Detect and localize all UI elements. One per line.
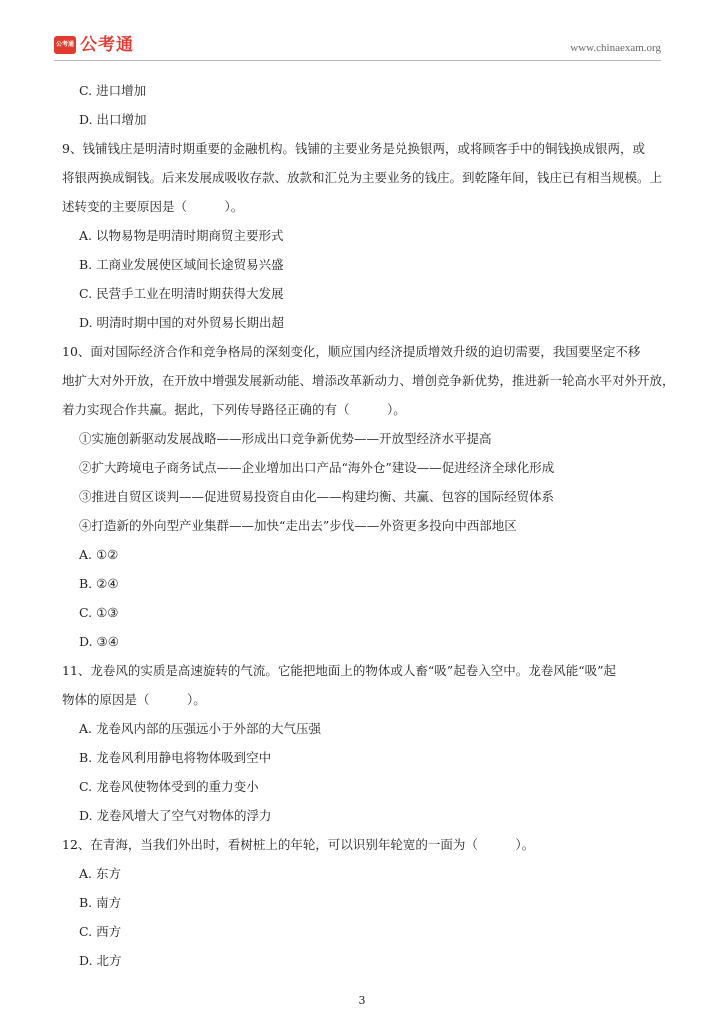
option-line: D. 龙卷风增大了空气对物体的浮力	[79, 808, 272, 823]
option-line: D. 北方	[79, 953, 122, 968]
option-line: D. 出口增加	[79, 112, 147, 127]
option-line: C. ①③	[79, 605, 119, 620]
statement-line: ①实施创新驱动发展战略——形成出口竞争新优势——开放型经济水平提高	[79, 431, 492, 446]
option-line: C. 龙卷风使物体受到的重力变小	[79, 779, 259, 794]
option-line: C. 西方	[79, 924, 122, 939]
question-9-line: 述转变的主要原因是（ ）。	[62, 199, 244, 214]
question-9-line: 9、钱铺钱庄是明清时期重要的金融机构。钱铺的主要业务是兑换银两，或将顾客手中的铜钱换成银两，或	[62, 141, 645, 156]
statement-line: ②扩大跨境电子商务试点——企业增加出口产品“海外仓”建设——促进经济全球化形成	[79, 460, 555, 475]
option-line: A. 龙卷风内部的压强远小于外部的大气压强	[79, 721, 321, 736]
question-11-line: 11、龙卷风的实质是高速旋转的气流。它能把地面上的物体或人畜“吸”起卷入空中。龙卷风能“吸”起	[62, 663, 616, 678]
logo-badge: 公考通	[54, 36, 76, 54]
statement-line: ③推进自贸区谈判——促进贸易投资自由化——构建均衡、共赢、包容的国际经贸体系	[79, 489, 555, 504]
option-line: A. ①②	[79, 547, 119, 562]
header-divider	[54, 60, 661, 61]
question-9-line: 将银两换成铜钱。后来发展成吸收存款、放款和汇兑为主要业务的钱庄。到乾隆年间，钱庄已有相当规模。上	[62, 170, 663, 185]
question-10-line: 着力实现合作共赢。据此，下列传导路径正确的有（ ）。	[62, 402, 406, 417]
document-body	[62, 76, 675, 975]
page-header	[54, 34, 661, 60]
option-line: A. 东方	[79, 866, 121, 881]
option-line: A. 以物易物是明清时期商贸主要形式	[79, 228, 284, 243]
option-line: B. ②④	[79, 576, 119, 591]
option-line: D. 明清时期中国的对外贸易长期出超	[79, 315, 285, 330]
question-10-line: 10、面对国际经济合作和竞争格局的深刻变化，顺应国内经济提质增效升级的迫切需要，我国要坚定不移	[62, 344, 641, 359]
option-line: D. ③④	[79, 634, 119, 649]
question-12-line: 12、在青海，当我们外出时，看树桩上的年轮，可以识别年轮宽的一面为（ ）。	[62, 837, 535, 852]
option-line: C. 进口增加	[79, 83, 147, 98]
statement-line: ④打造新的外向型产业集群——加快“走出去”步伐——外资更多投向中西部地区	[79, 518, 517, 533]
option-line: B. 南方	[79, 895, 122, 910]
page-number: 3	[358, 994, 366, 1007]
option-line: C. 民营手工业在明清时期获得大发展	[79, 286, 284, 301]
option-line: B. 工商业发展使区域间长途贸易兴盛	[79, 257, 284, 272]
option-line: B. 龙卷风利用静电将物体吸到空中	[79, 750, 272, 765]
logo-text: 公考通	[80, 35, 134, 55]
question-11-line: 物体的原因是（ ）。	[62, 692, 206, 707]
question-10-line: 地扩大对外开放，在开放中增强发展新动能、增添改革新动力、增创竞争新优势，推进新一轮高水平对外开放，	[62, 373, 675, 388]
site-url[interactable]: www.chinaexam.org	[570, 42, 661, 54]
